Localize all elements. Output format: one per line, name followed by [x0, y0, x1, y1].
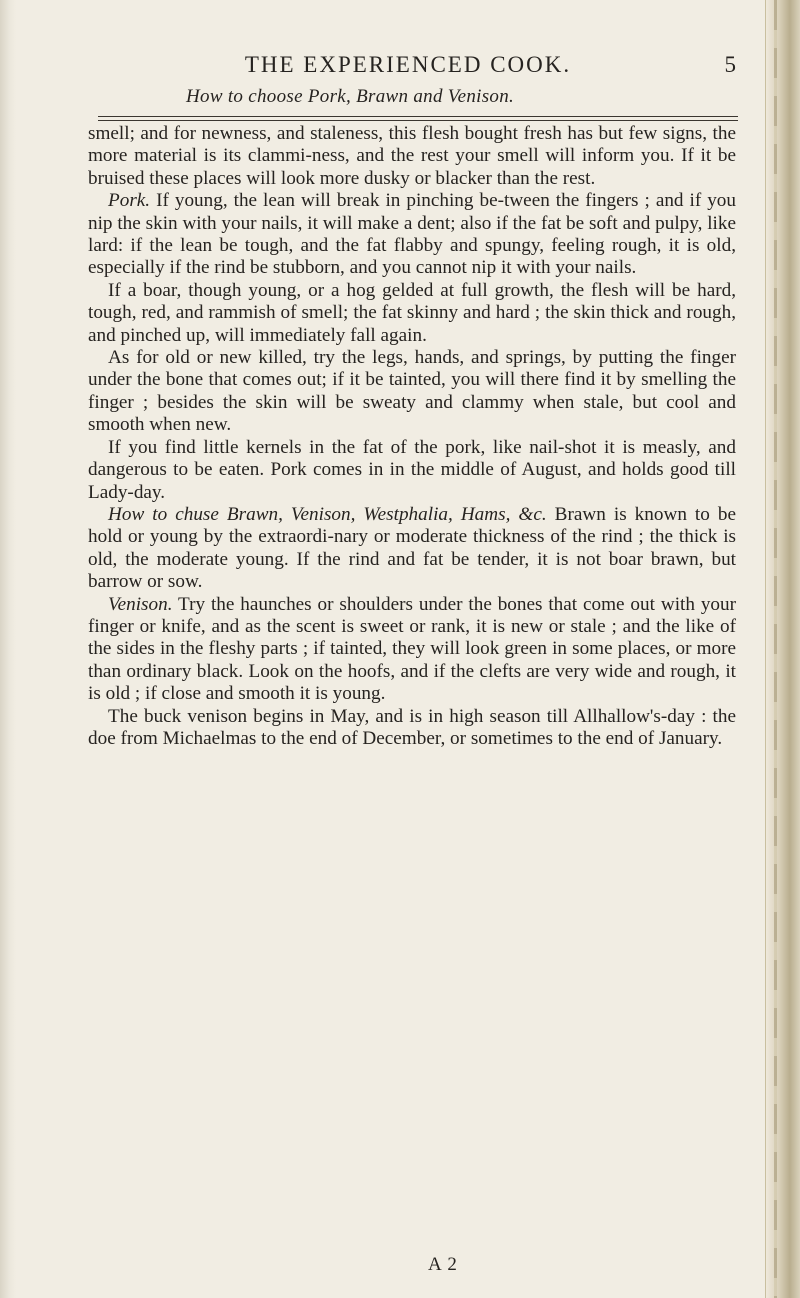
paragraph	[88, 280, 736, 347]
paragraph	[88, 123, 736, 190]
paragraph-lead: Pork.	[108, 190, 151, 212]
paragraph-text: If young, the lean will break in pinching be-tween the fingers ; and if you nip the skin with your nails, it will make a dent; also if the fat be soft and pulpy, like lard: if the lean be tough, and the fat flabby and spungy, feeling rough, it is old, especially if the rind be stubborn, and you cannot nip it with your nails.	[88, 190, 736, 279]
paragraph-lead: Venison.	[108, 593, 173, 615]
paragraph-brawn	[88, 504, 736, 594]
page-number: 5	[724, 52, 736, 77]
paragraph-text: smell; and for newness, and staleness, this flesh bought fresh has but few signs, the more material is its clammi-ness, and the rest your smell will inform you. If it be bruised these places will look more dusky or blacker than the rest.	[88, 123, 736, 189]
book-gutter	[0, 0, 16, 1298]
paragraph-text: Try the haunches or shoulders under the bones that come out with your finger or knife, and as the scent is sweet or rank, it is new or stale ; and the like of the sides in the fleshy parts ; if tainted, they will look green in some places, or more than ordinary black. Look on the hoofs, and if the clefts are very wide and rough, it is old ; if close and smooth it is young.	[88, 593, 736, 705]
paragraph	[88, 347, 736, 437]
page-edge	[765, 0, 800, 1298]
paragraph-lead: How to chuse Brawn, Venison, Westphalia, Hams, &c.	[108, 503, 547, 525]
paragraph-text: Brawn is known to be hold or young by the extraordi-nary or moderate thickness of the rind ; the thick is old, the moderate young. If the rind and fat be tender, it is not boar brawn, but barrow or sow.	[88, 503, 736, 593]
heading-rule	[98, 120, 738, 121]
paragraph-venison	[88, 594, 736, 706]
heading-rule	[98, 116, 738, 117]
paragraph-text: The buck venison begins in May, and is in high season till Allhallow's-day : the doe from Michaelmas to the end of December, or sometimes to the end of January.	[88, 705, 736, 749]
paragraph-text: If a boar, though young, or a hog gelded at full growth, the flesh will be hard, tough, red, and rammish of smell; the fat skinny and hard ; the skin thick and rough, and pinched up, will immediately fall again.	[88, 279, 736, 346]
signature-mark: A 2	[428, 1254, 458, 1275]
body-text	[88, 123, 736, 750]
paragraph	[88, 437, 736, 504]
paragraph	[88, 706, 736, 751]
paragraph-text: As for old or new killed, try the legs, hands, and springs, by putting the finger under the bone that comes out; if it be tainted, you will there find it by smelling the finger ; besides the skin will be sweaty and clammy when stale, but cool and smooth when new.	[88, 347, 736, 436]
paragraph-pork	[88, 190, 736, 280]
running-head-title: THE EXPERIENCED COOK.	[244, 52, 572, 77]
section-heading: How to choose Pork, Brawn and Venison.	[186, 86, 515, 107]
paragraph-text: If you find little kernels in the fat of the pork, like nail-shot it is measly, and dangerous to be eaten. Pork comes in in the middle of August, and holds good till Lady-day.	[88, 436, 736, 503]
running-head	[80, 44, 736, 80]
